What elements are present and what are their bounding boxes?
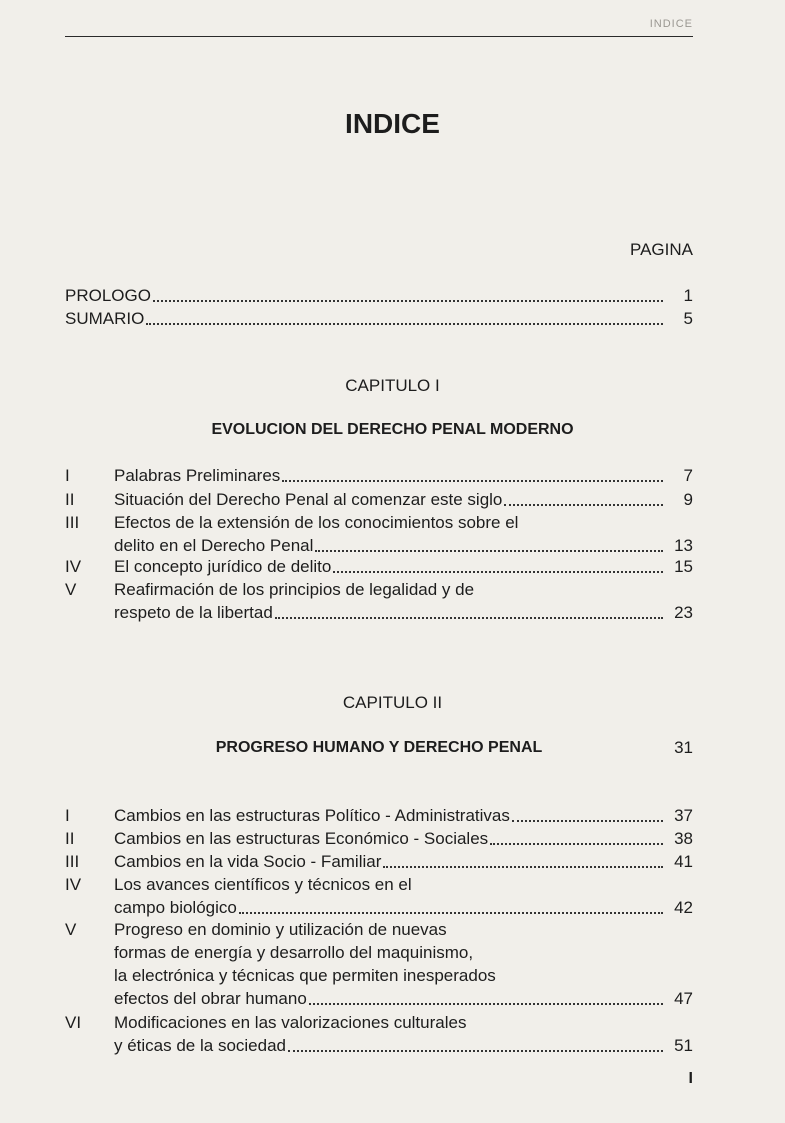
chapter-1-subtitle: EVOLUCION DEL DERECHO PENAL MODERNO [211,421,574,438]
dot-leader [282,466,663,482]
toc-entry-label: Cambios en las estructuras Económico - Sociales [114,829,489,848]
toc-entry-page: 37 [674,806,693,825]
toc-entry-number: IV [65,875,82,894]
dot-leader [490,829,663,845]
toc-entry[interactable] [65,557,693,577]
dot-leader [309,989,663,1005]
page-title: INDICE [345,108,440,139]
toc-entry-number: VI [65,1013,82,1032]
toc-entry[interactable] [65,898,693,918]
header-rule [65,36,693,37]
dot-leader [333,557,663,573]
dot-leader [275,603,663,619]
dot-leader [153,286,663,302]
toc-entry-number: IV [65,557,82,576]
dot-leader [288,1036,663,1052]
toc-entry-label: PROLOGO [65,286,151,305]
toc-entry[interactable] [65,603,693,623]
toc-entry-label: delito en el Derecho Penal [114,536,314,555]
toc-entry-line [65,513,693,533]
toc-entry-label: y éticas de la sociedad [114,1036,286,1055]
toc-entry-label: campo biológico [114,898,237,917]
toc-entry-label-line: Reafirmación de los principios de legalidad y de [114,580,475,599]
toc-entry-number: I [65,806,70,825]
toc-entry-page: 7 [683,466,693,485]
chapter-1-heading: CAPITULO I [345,376,440,395]
running-header: INDICE [649,18,693,30]
toc-entry-prologo[interactable] [65,286,693,306]
chapter-2-heading: CAPITULO II [342,693,443,712]
toc-entry-number: II [65,490,75,509]
toc-entry-label-line: la electrónica y técnicas que permiten inesperados [114,966,496,985]
toc-entry-page: 51 [674,1036,693,1055]
toc-entry-label-line: formas de energía y desarrollo del maquinismo, [114,943,474,962]
toc-entry-label: SUMARIO [65,309,145,328]
dot-leader [504,490,663,506]
toc-entry[interactable] [65,852,693,872]
toc-entry-label: Cambios en la vida Socio - Familiar [114,852,382,871]
toc-entry[interactable] [65,466,693,486]
toc-entry-label: El concepto jurídico de delito [114,557,332,576]
chapter-2-subtitle-row[interactable] [65,738,693,758]
toc-entry-label: Cambios en las estructuras Político - Administrativas [114,806,510,825]
chapter-2-subtitle: PROGRESO HUMANO Y DERECHO PENAL [215,739,543,756]
toc-entry-line [65,875,693,895]
toc-entry[interactable] [65,1036,693,1056]
toc-entry[interactable] [65,490,693,510]
toc-entry-line [65,966,693,986]
toc-entry-label: respeto de la libertad [114,603,273,622]
toc-entry-number: III [65,852,80,871]
dot-leader [383,852,663,868]
toc-entry-page: 1 [683,286,693,305]
page-number: I [688,1070,693,1087]
toc-entry-page: 42 [674,898,693,917]
toc-entry-number: V [65,580,77,599]
toc-entry-page: 15 [674,557,693,576]
toc-entry-page: 9 [683,490,693,509]
toc-entry-line [65,943,693,963]
toc-entry-label: efectos del obrar humano [114,989,307,1008]
toc-entry-number: II [65,829,75,848]
pagina-label: PAGINA [630,240,693,259]
dot-leader [239,898,663,914]
toc-entry-label-line: Progreso en dominio y utilización de nuevas [114,920,447,939]
toc-entry[interactable] [65,806,693,826]
dot-leader [315,536,663,552]
toc-entry-label-line: Modificaciones en las valorizaciones culturales [114,1013,467,1032]
dot-leader [146,309,663,325]
dot-leader [512,806,663,822]
toc-entry-line [65,580,693,600]
toc-entry-page: 5 [683,309,693,328]
toc-entry-sumario[interactable] [65,309,693,329]
toc-entry-page: 13 [674,536,693,555]
toc-entry-number: I [65,466,70,485]
toc-entry[interactable] [65,536,693,556]
toc-entry-label-line: Efectos de la extensión de los conocimientos sobre el [114,513,519,532]
toc-entry-label: Palabras Preliminares [114,466,281,485]
toc-entry-number: III [65,513,80,532]
toc-entry-page: 47 [674,989,693,1008]
toc-entry-page: 38 [674,829,693,848]
toc-entry-page: 31 [674,738,693,757]
toc-entry[interactable] [65,829,693,849]
toc-entry-page: 23 [674,603,693,622]
toc-entry-line [65,1013,693,1033]
toc-entry-label: Situación del Derecho Penal al comenzar este siglo [114,490,503,509]
toc-entry-line [65,920,693,940]
toc-entry[interactable] [65,989,693,1009]
toc-entry-number: V [65,920,77,939]
toc-entry-label-line: Los avances científicos y técnicos en el [114,875,412,894]
toc-entry-page: 41 [674,852,693,871]
